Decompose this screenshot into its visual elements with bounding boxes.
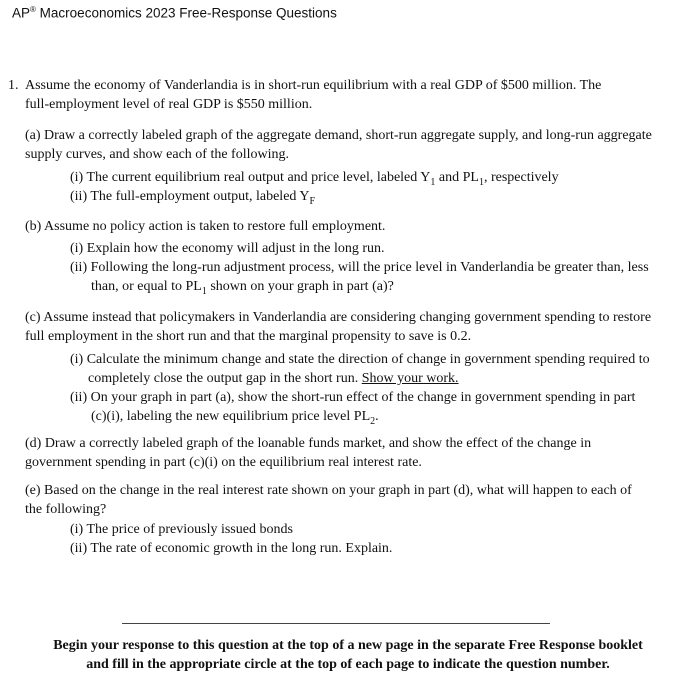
footer-line-2: and fill in the appropriate circle at the top of each page to indicate the question number. [86, 657, 610, 672]
subscript: 1 [430, 176, 436, 188]
part-d [25, 434, 685, 472]
part-c-item-ii [70, 388, 690, 426]
page-header [12, 5, 337, 21]
part-b-ii-text: than, or equal to PL [91, 279, 202, 294]
subscript: 2 [370, 415, 376, 427]
part-c-i-line-2 [70, 369, 690, 388]
part-e-line-1: (e) Based on the change in the real interest rate shown on your graph in part (d), what will happen to each of [25, 483, 632, 498]
part-e [25, 481, 685, 519]
part-b [25, 217, 685, 236]
part-b-item-ii [70, 258, 690, 296]
part-a-items [70, 168, 690, 206]
show-your-work-text: Show your work. [361, 371, 459, 386]
part-a [25, 126, 685, 164]
part-c-items [70, 350, 690, 426]
footer-instructions [0, 636, 696, 674]
part-c-ii-text: (c)(i), labeling the new equilibrium price level PL [91, 409, 371, 424]
part-c-ii-text-end: . [375, 409, 379, 424]
question-stem-line-1: Assume the economy of Vanderlandia is in short-run equilibrium with a real GDP of $500 million. The [25, 78, 602, 93]
part-a-i-text-mid: and PL [435, 170, 479, 185]
part-a-i-text: (i) The current equilibrium real output and price level, labeled Y [70, 170, 431, 185]
part-d-line-1: (d) Draw a correctly labeled graph of the loanable funds market, and show the effect of the change in [25, 436, 592, 451]
part-c [25, 308, 685, 346]
subscript: 1 [478, 176, 484, 188]
part-c-ii-line-2 [70, 407, 690, 426]
part-a-ii-text: (ii) The full-employment output, labeled Y [70, 189, 310, 204]
part-a-line-1: (a) Draw a correctly labeled graph of the aggregate demand, short-run aggregate supply, and long-run aggregate [25, 128, 652, 143]
part-b-items [70, 239, 690, 296]
part-a-item-ii [70, 187, 690, 206]
header-title-prefix: AP [12, 5, 31, 21]
part-c-i-line-1: (i) Calculate the minimum change and state the direction of change in government spending required to [70, 352, 650, 367]
part-c-line-2: full employment in the short run and that the marginal propensity to save is 0.2. [25, 329, 472, 344]
part-b-ii-line-2 [70, 277, 690, 296]
part-c-ii-line-1: (ii) On your graph in part (a), show the short-run effect of the change in government spending in part [70, 390, 636, 405]
question-stem-line-2: full-employment level of real GDP is $550 million. [25, 97, 313, 112]
divider-line [122, 623, 550, 624]
footer-line-1: Begin your response to this question at the top of a new page in the separate Free Response booklet [53, 638, 643, 653]
part-c-item-i [70, 350, 690, 388]
registered-mark: ® [30, 5, 36, 14]
subscript: F [309, 195, 316, 207]
part-d-line-2: government spending in part (c)(i) on the equilibrium real interest rate. [25, 455, 422, 470]
part-b-line-1: (b) Assume no policy action is taken to restore full employment. [25, 219, 386, 234]
part-b-ii-line-1: (ii) Following the long-run adjustment process, will the price level in Vanderlandia be greater than, less [70, 260, 649, 275]
part-e-item-ii: (ii) The rate of economic growth in the long run. Explain. [70, 541, 393, 556]
subscript: 1 [201, 285, 207, 297]
part-c-i-text: completely close the output gap in the short run. [88, 371, 362, 386]
part-a-item-i [70, 168, 690, 187]
question-stem [25, 76, 675, 114]
part-b-ii-text-end: shown on your graph in part (a)? [206, 279, 394, 294]
part-e-item-i: (i) The price of previously issued bonds [70, 522, 293, 537]
header-title-rest: Macroeconomics 2023 Free-Response Questions [35, 5, 337, 21]
part-b-item-i: (i) Explain how the economy will adjust in the long run. [70, 241, 385, 256]
part-e-line-2: the following? [25, 502, 107, 517]
part-a-i-text-end: , respectively [483, 170, 559, 185]
part-a-line-2: supply curves, and show each of the following. [25, 147, 289, 162]
part-e-items [70, 520, 690, 558]
part-c-line-1: (c) Assume instead that policymakers in Vanderlandia are considering changing government spending to restore [25, 310, 652, 325]
question-number: 1. [8, 78, 19, 93]
